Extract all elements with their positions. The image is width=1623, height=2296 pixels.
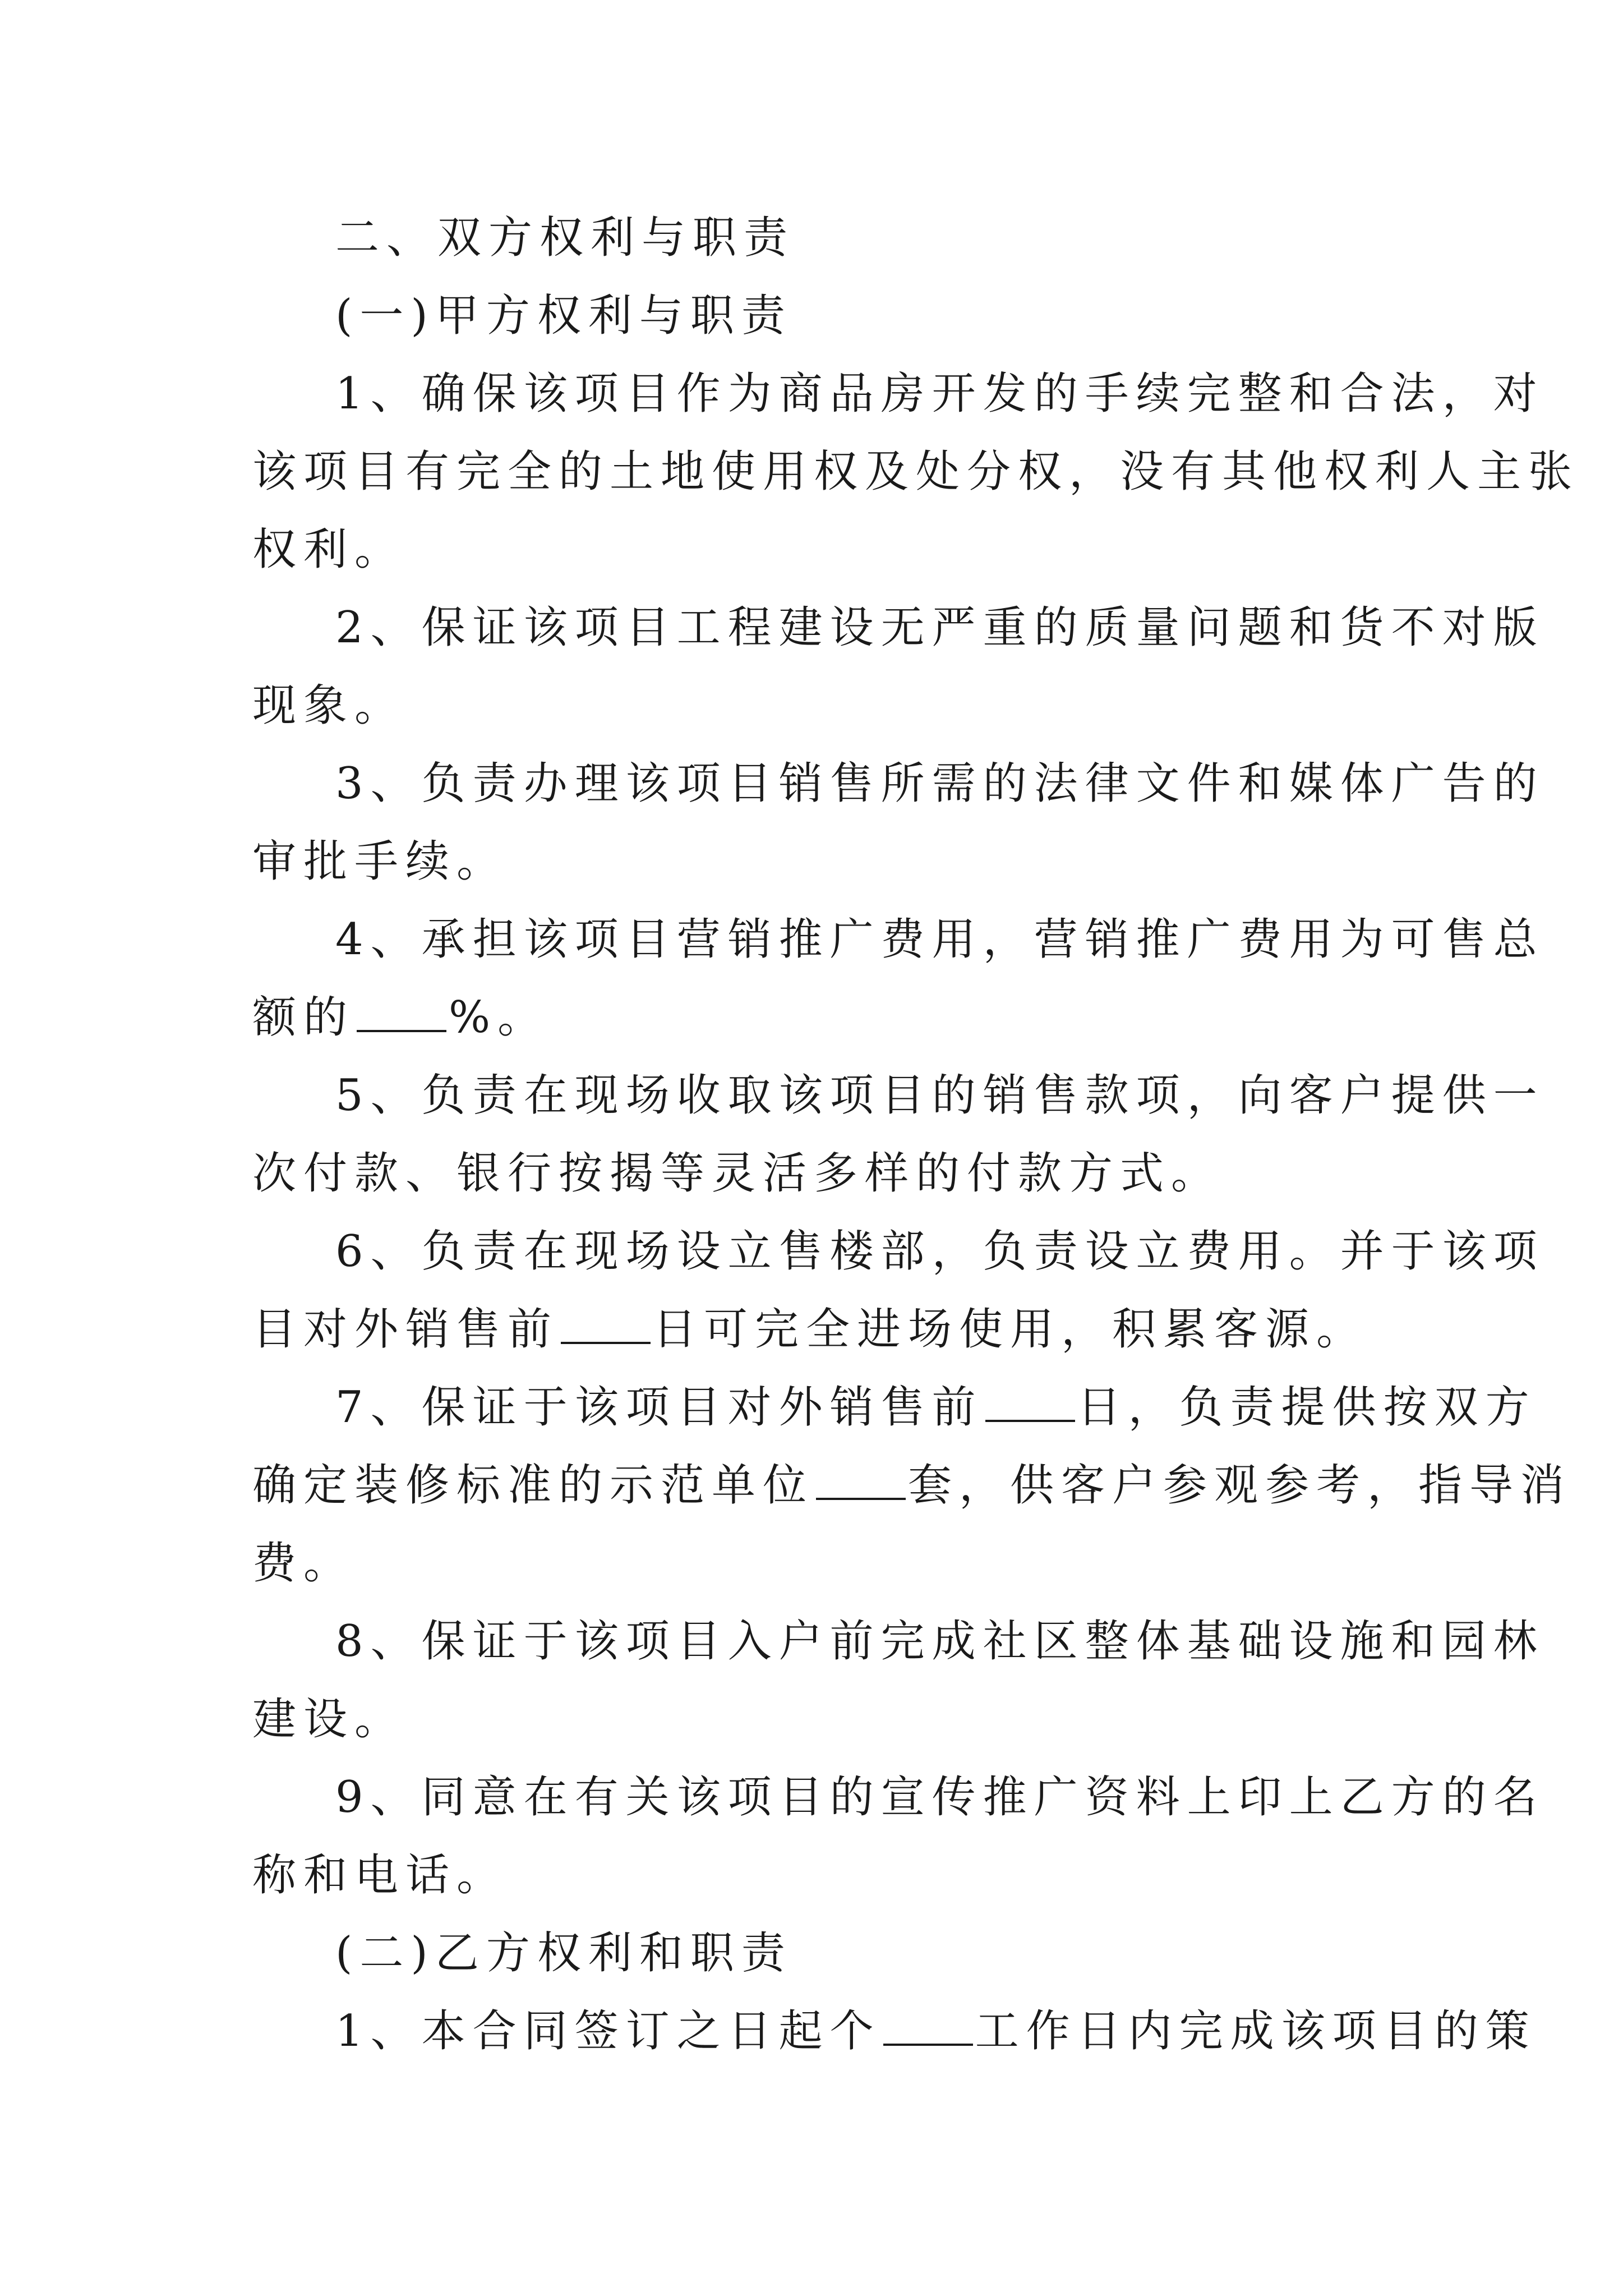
paragraph-line: 2、保证该项目工程建设无严重的质量问题和货不对版: [335, 602, 1544, 653]
party-b-item-1: [252, 1993, 1537, 2070]
paragraph-line: 称和电话。: [252, 1850, 508, 1901]
text-segment: 7、保证于该项目对外销售前: [335, 1382, 983, 1433]
paragraph-line: 9、同意在有关该项目的宣传推广资料上印上乙方的名: [335, 1772, 1544, 1823]
text-segment: 工作日内完成该项目的策: [975, 2006, 1537, 2056]
text-segment: 日可完全进场使用，积累客源。: [653, 1304, 1368, 1355]
text-segment: 额的: [252, 992, 355, 1043]
fill-in-blank: [985, 1383, 1075, 1422]
paragraph-line: 次付款、银行按揭等灵活多样的付款方式。: [252, 1148, 1223, 1199]
document-page: [252, 199, 1580, 2070]
paragraph-line: 3、负责办理该项目销售所需的法律文件和媒体广告的: [335, 758, 1544, 809]
paragraph-line: 权利。: [252, 524, 406, 575]
section-heading: 二、双方权利与职责: [335, 213, 795, 263]
party-a-item-6: [252, 1213, 1544, 1369]
paragraph-line: [252, 1291, 1385, 1369]
paragraph-line: 费。: [252, 1538, 355, 1589]
paragraph-line: 5、负责在现场收取该项目的销售款项，向客户提供一: [335, 1070, 1544, 1121]
party-a-item-1: [252, 355, 1580, 589]
party-a-item-4: [252, 901, 1544, 1057]
fill-in-blank: [357, 993, 446, 1032]
text-segment: 日，负责提供按双方: [1077, 1382, 1537, 1433]
paragraph-line: [252, 979, 1385, 1057]
fill-in-blank: [816, 1461, 906, 1500]
paragraph-line: [252, 1993, 1537, 2070]
text-segment: 确定装修标准的示范单位: [252, 1460, 814, 1511]
text-segment: 套，供客户参观参考，指导消: [908, 1460, 1572, 1511]
paragraph-line: 现象。: [252, 680, 406, 731]
text-segment: 目对外销售前: [252, 1304, 559, 1355]
party-a-item-2: [252, 589, 1544, 745]
text-segment: %。: [449, 992, 549, 1043]
fill-in-blank: [561, 1305, 651, 1344]
paragraph-line: [252, 1447, 1572, 1525]
paragraph-line: 该项目有完全的土地使用权及处分权，没有其他权利人主张: [252, 447, 1580, 497]
party-a-heading: (一)甲方权利与职责: [335, 291, 792, 341]
party-a-item-8: [252, 1603, 1544, 1759]
text-segment: 1、本合同签订之日起个: [335, 2006, 881, 2056]
party-a-item-5: [252, 1057, 1544, 1213]
party-b-heading: (二)乙方权利和职责: [335, 1928, 792, 1978]
paragraph-line: 审批手续。: [252, 836, 508, 887]
paragraph-line: 建设。: [252, 1694, 406, 1745]
paragraph-line: [252, 1369, 1537, 1447]
party-a-item-3: [252, 745, 1544, 901]
paragraph-line: 6、负责在现场设立售楼部，负责设立费用。并于该项: [335, 1226, 1544, 1277]
paragraph-line: 4、承担该项目营销推广费用，营销推广费用为可售总: [335, 914, 1544, 965]
paragraph-line: 1、确保该项目作为商品房开发的手续完整和合法，对: [335, 369, 1544, 419]
party-a-item-9: [252, 1759, 1544, 1915]
fill-in-blank: [883, 2007, 973, 2046]
party-a-item-7: [252, 1369, 1572, 1603]
paragraph-line: 8、保证于该项目入户前完成社区整体基础设施和园林: [335, 1616, 1544, 1667]
